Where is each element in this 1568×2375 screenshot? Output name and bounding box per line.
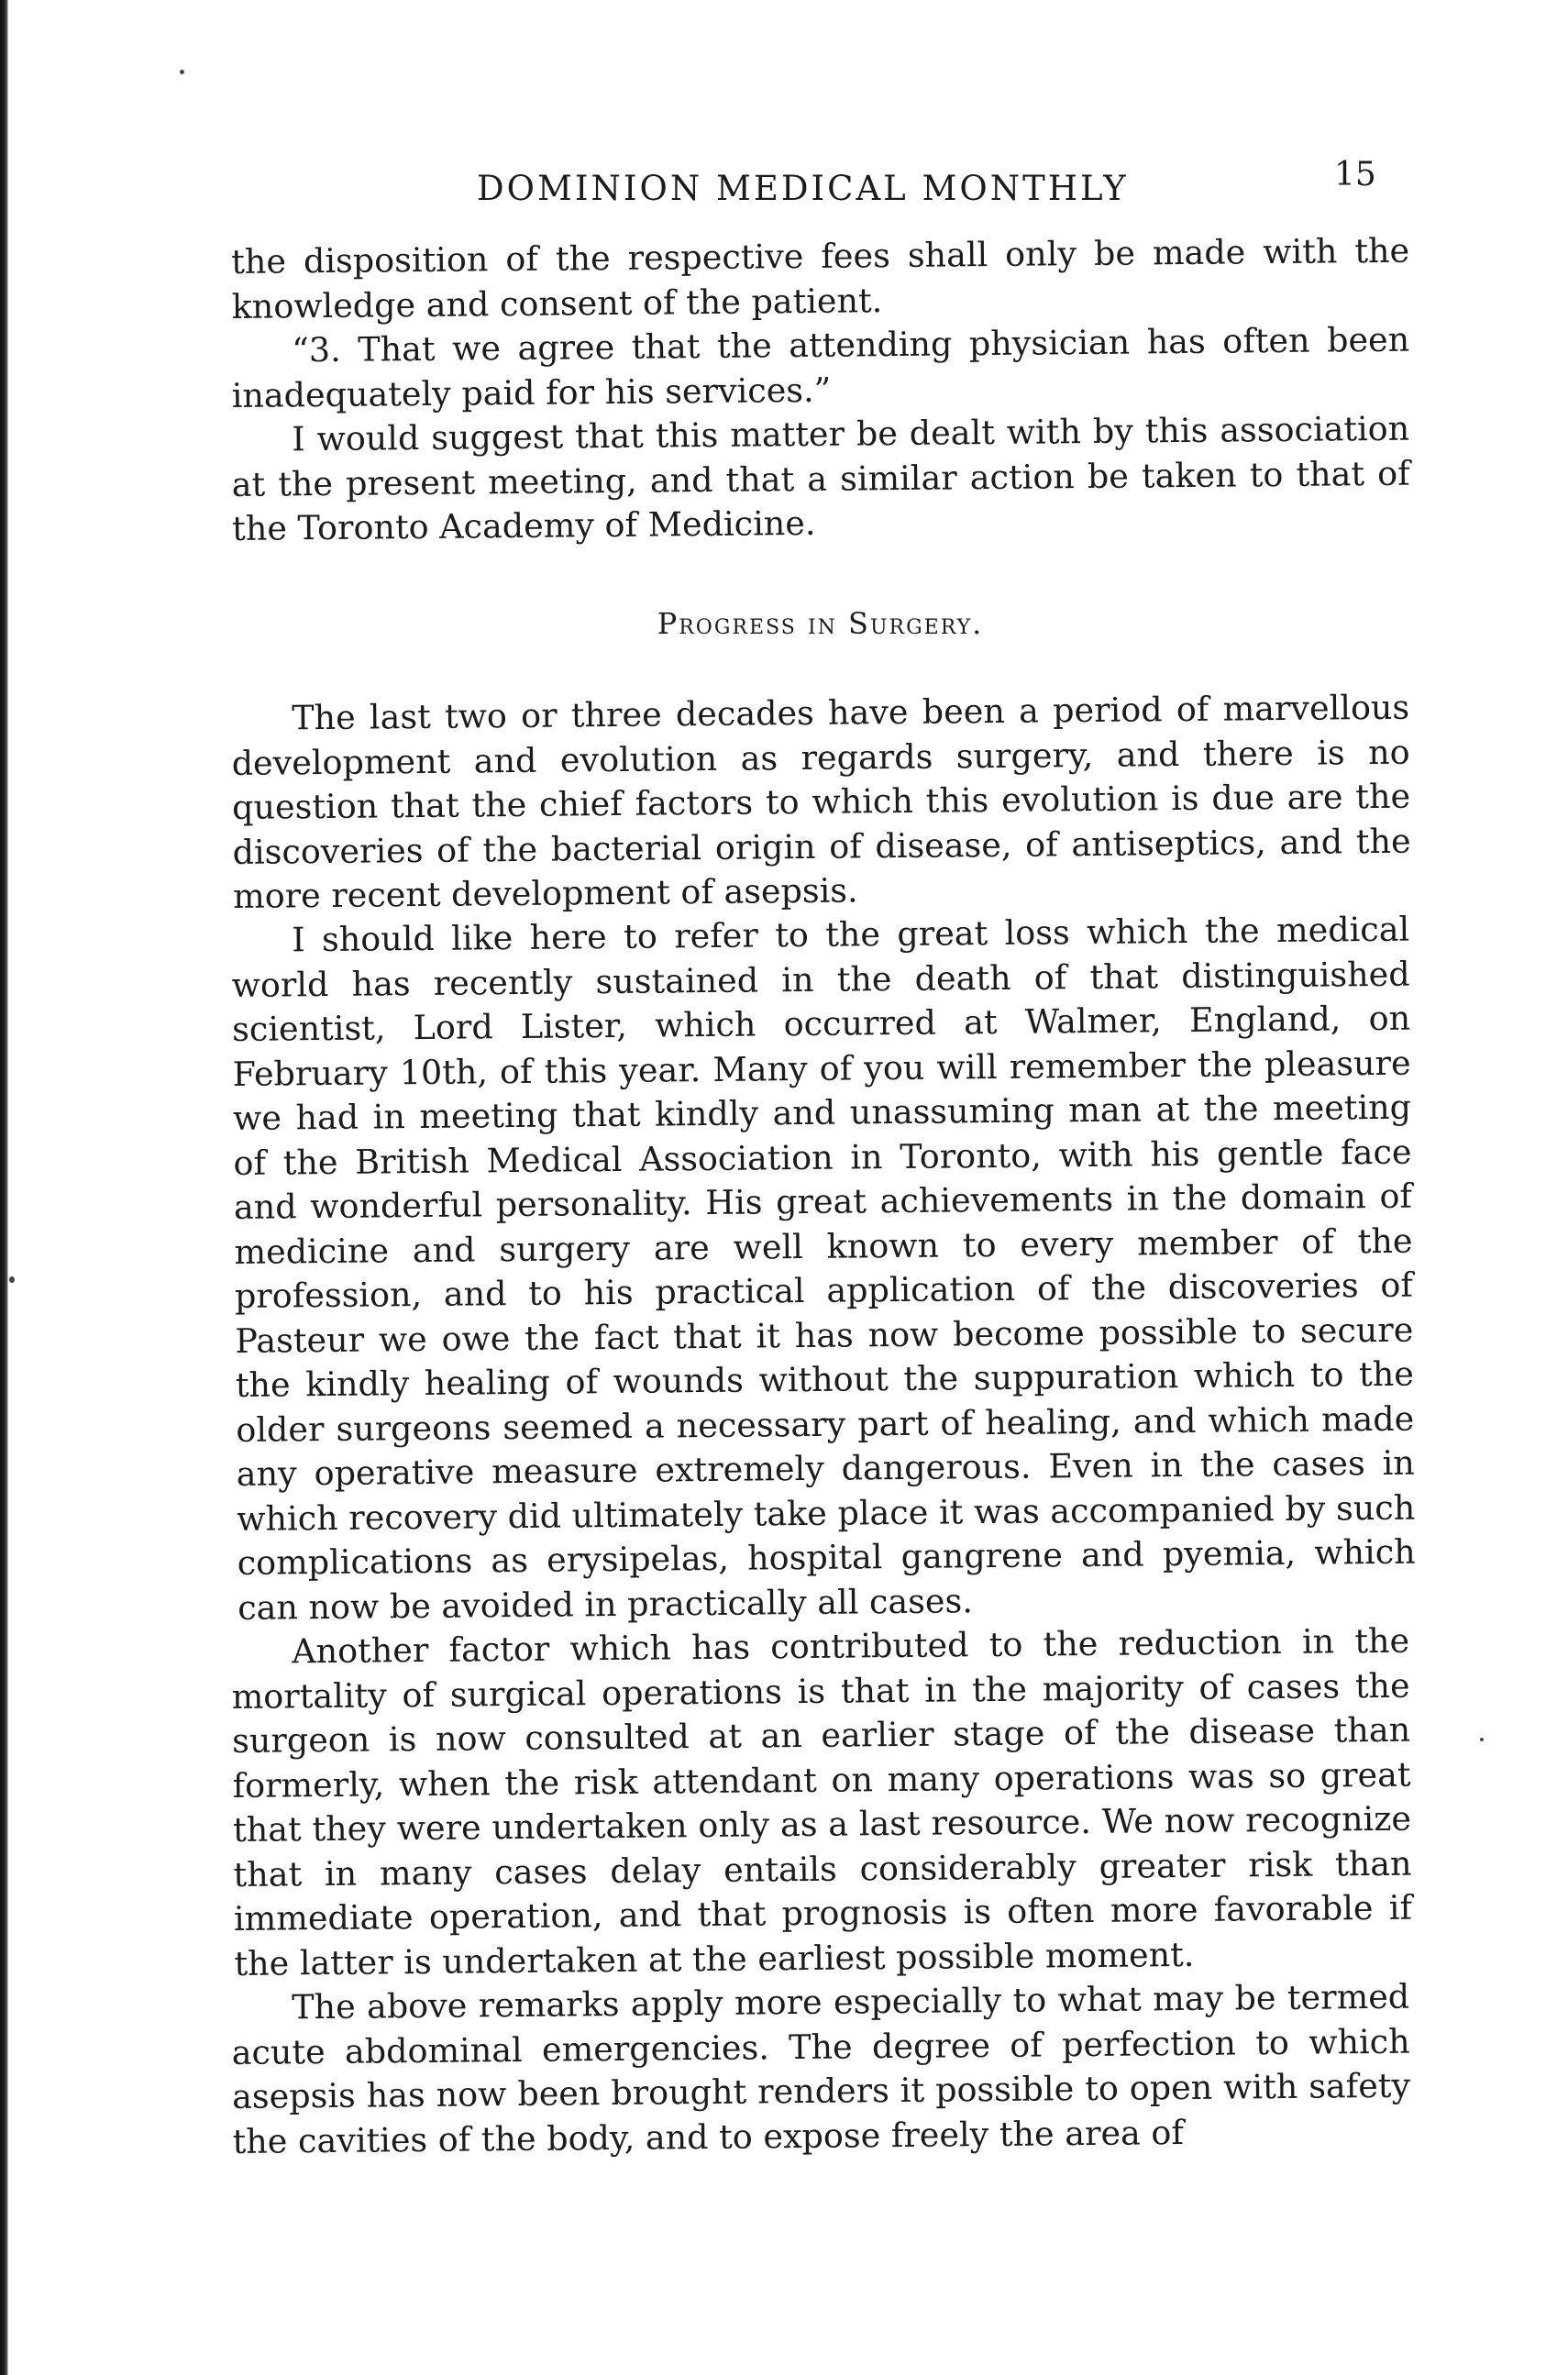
page-binding-edge	[0, 0, 8, 2375]
ink-speck	[1480, 1738, 1484, 1741]
intro-paragraph-continued: the disposition of the respective fees shall only be made with the knowledge and consent of the patient.	[231, 230, 1410, 326]
running-header	[0, 154, 1568, 209]
body-paragraph: The above remarks apply more especially to what may be termed acute abdominal emergencies. The degree of perfection to which asepsis has now been brought renders it possible to open with safety the cavities of the body, and to expose freely the area of	[231, 1976, 1411, 2161]
body-paragraph: The last two or three decades have been a period of marvellous development and evolution as regards surgery, and there is no question that the chief factors to which this evolution is due are the discoveries of the bacterial origin of disease, of antiseptics, and the more recent development of asepsis.	[231, 687, 1411, 916]
page-number: 15	[1334, 156, 1376, 193]
body-paragraph: I should like here to refer to the great loss which the medical world has recently sustained in the death of that distinguished scientist, Lord Lister, which occurred at Walmer, England, on February 10th, of this year. Many of you will remember the pleasure we had in meeting that kindly and unassuming man at the meeting of the British Medical Association in Toronto, with his gentle face and wonderful personality. His great achievements in the domain of medicine and surgery are well known to every member of the profession, and to his practical application of the discoveries of Pasteur we owe the fact that it has now become possible to secure the kindly healing of wounds without the suppuration which to the older surgeons seemed a necessary part of healing, and which made any operative measure extremely dangerous. Even in the cases in which recovery did ultimately take place it was accompanied by such complications as erysipelas, hospital gangrene and pyemia, which can now be avoided in practically all cases.	[231, 909, 1416, 1628]
intro-paragraph-quote: “3. That we agree that the attending physician has often been inadequately paid for his services.”	[231, 319, 1410, 415]
ink-speck	[180, 70, 184, 74]
ink-speck	[9, 1276, 15, 1283]
body-paragraph: Another factor which has contributed to the reduction in the mortality of surgical operations is that in the majority of cases the surgeon is now consulted at an earlier stage of the disease than formerly, when the risk attendant on many operations was so great that they were undertaken only as a last resource. We now recognize that in many cases delay entails considerably greater risk than immediate operation, and that prognosis is often more favorable if the latter is undertaken at the earliest possible moment.	[231, 1620, 1413, 1983]
section-heading: Progress in Surgery.	[657, 605, 984, 641]
intro-paragraph-suggestion: I would suggest that this matter be dealt with by this association at the present meeting, and that a similar action be taken to that of the Toronto Academy of Medicine.	[231, 408, 1410, 548]
page-body	[231, 230, 1416, 2164]
journal-title: DOMINION MEDICAL MONTHLY	[477, 169, 1129, 208]
